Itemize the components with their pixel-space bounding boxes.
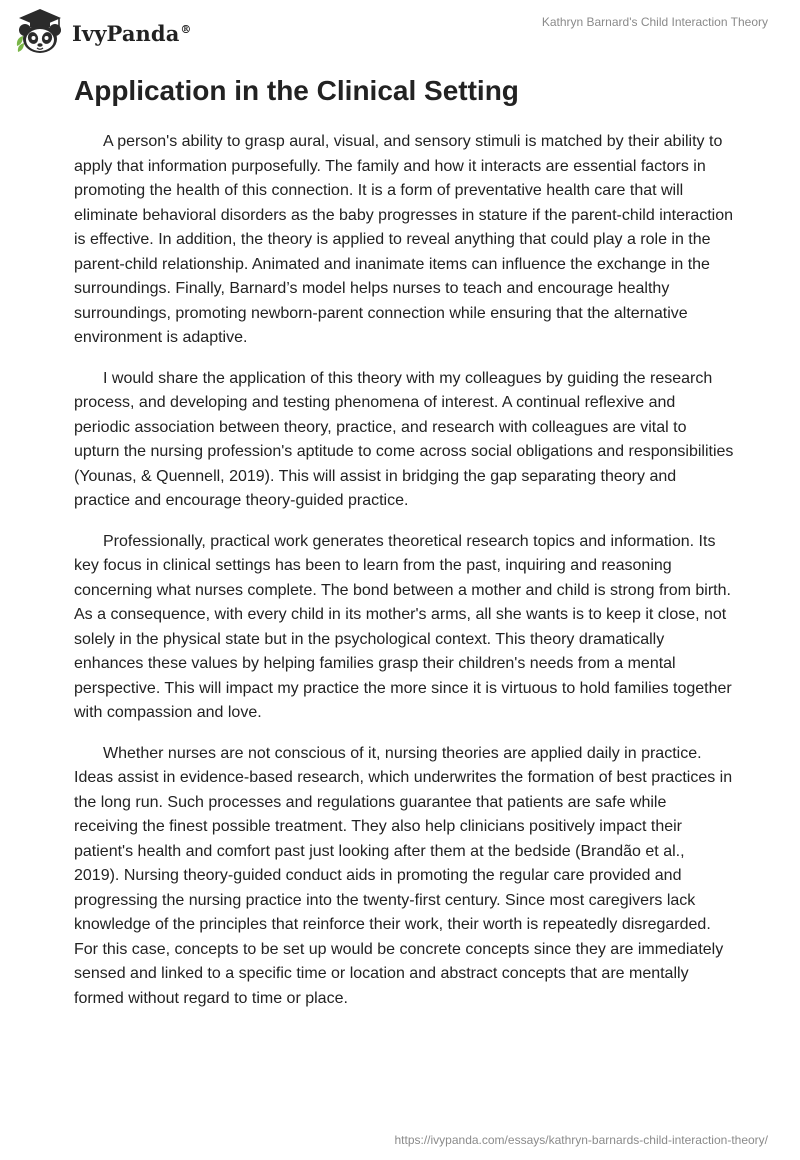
page-header bbox=[0, 0, 800, 70]
paragraph: Professionally, practical work generates theoretical research topics and information. Its key focus in clinical settings has been to learn from the past, inquiring and reasoning concerning what nurses complete. The bond between a mother and child is strong from birth. As a consequence, with every child in its mother's arms, all she wants is to keep it close, not solely in the physical state but in the psychological context. This theory dramatically enhances these values by helping families grasp their children's needs from a mental perspective. This will impact my practice the more since it is virtuous to hold families together with compassion and love. bbox=[74, 532, 732, 721]
paragraph: A person's ability to grasp aural, visual, and sensory stimuli is matched by their ability to apply that information purposefully. The family and how it interacts are essential factors in promoting the health of this connection. It is a form of preventative health care that will eliminate behavioral disorders as the baby progresses in stature if the parent-child interaction is effective. In addition, the theory is applied to reveal anything that could play a role in the parent-child relationship. Animated and inanimate items can influence the exchange in the surroundings. Finally, Barnard’s model helps nurses to teach and encourage healthy surroundings, promoting newborn-parent connection while ensuring that the alternative environment is adaptive. bbox=[74, 133, 734, 346]
source-url[interactable]: https://ivypanda.com/essays/kathryn-barnards-child-interaction-theory/ bbox=[394, 1133, 768, 1147]
document-title: Kathryn Barnard's Child Interaction Theory bbox=[541, 15, 768, 29]
registered-mark: ® bbox=[180, 22, 192, 36]
essay-content bbox=[74, 74, 734, 1027]
brand-name: IvyPanda® bbox=[72, 20, 192, 46]
paragraph: Whether nurses are not conscious of it, nursing theories are applied daily in practice. Ideas assist in evidence-based research, which underwrites the formation of best practices in the long run. Such processes and regulations guarantee that patients are safe while receiving the finest possible treatment. They also help clinicians positively impact their patient's health and comfort past just looking after them at the bedside (Brandão et al., 2019). Nursing theory-guided conduct aids in promoting the regular care provided and progressing the nursing practice into the twenty-first century. Since most caregivers lack knowledge of the principles that reinforce their work, their worth is repeatedly disregarded. For this case, concepts to be set up would be concrete concepts since they are immediately sensed and linked to a specific time or location and abstract concepts that are mentally formed without regard to time or place. bbox=[74, 744, 733, 1007]
panda-graduate-icon bbox=[14, 8, 66, 54]
paragraph: I would share the application of this theory with my colleagues by guiding the research process, and developing and testing phenomena of interest. A continual reflexive and periodic association between theory, practice, and research with colleagues are vital to upturn the nursing profession's aptitude to come across social obligations and responsibilities (Younas, & Quennell, 2019). This will assist in bridging the gap separating theory and practice and encourage theory-guided practice. bbox=[74, 369, 734, 509]
ivypanda-logo[interactable] bbox=[14, 8, 192, 54]
section-heading: Application in the Clinical Setting bbox=[74, 75, 519, 106]
